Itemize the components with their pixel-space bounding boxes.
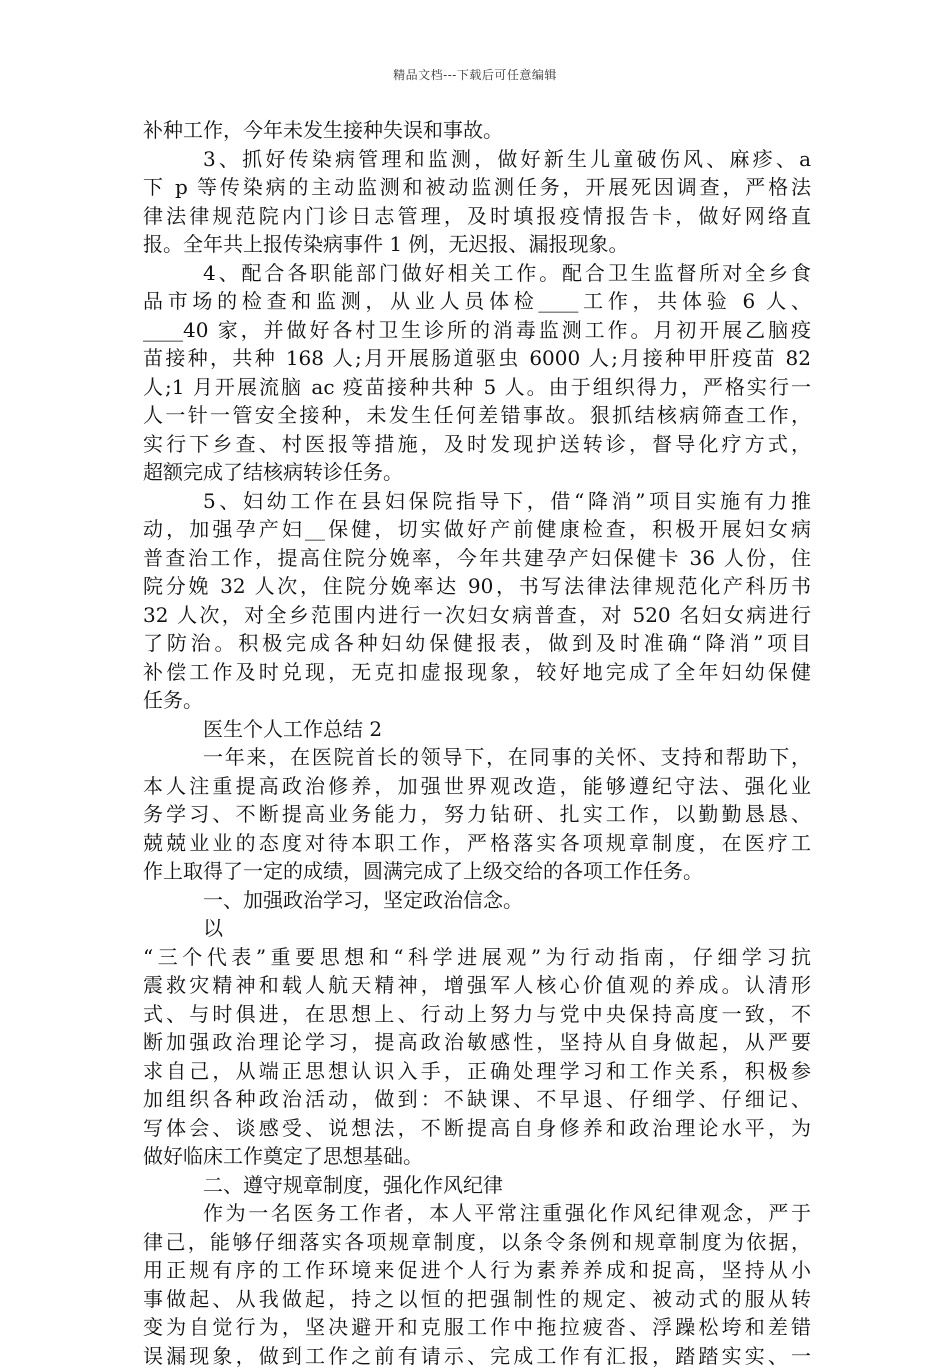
text-line: 以 [143,914,811,943]
text-line: 律法律规范院内门诊日志管理，及时填报疫情报告卡，做好网络直 [143,202,811,231]
text-line: 做好临床工作奠定了思想基础。 [143,1142,811,1171]
text-line: 本人注重提高政治修养，加强世界观改造，能够遵纪守法、强化业 [143,772,811,801]
text-line: 报。全年共上报传染病事件 1 例，无迟报、漏报现象。 [143,230,811,259]
text-line: 5、妇幼工作在县妇保院指导下，借“降消”项目实施有力推 [143,487,811,516]
text-line: 苗接种，共种 168 人;月开展肠道驱虫 6000 人;月接种甲肝疫苗 82 [143,344,811,373]
text-line: 变为自觉行为，坚决避开和克服工作中拖拉疲沓、浮躁松垮和差错 [143,1313,811,1342]
text-line: 断加强政治理论学习，提高政治敏感性，坚持从自身做起，从严要 [143,1028,811,1057]
text-line: 补种工作，今年未发生接种失误和事故。 [143,116,811,145]
text-line: 超额完成了结核病转诊任务。 [143,458,811,487]
text-line: 务学习、不断提高业务能力，努力钻研、扎实工作，以勤勤恳恳、 [143,800,811,829]
text-line: 写体会、谈感受、说想法，不断提高自身修养和政治理论水平，为 [143,1114,811,1143]
text-line: 震救灾精神和载人航天精神，增强军人核心价值观的养成。认清形 [143,971,811,1000]
text-line: 普查治工作，提高住院分娩率，今年共建孕产妇保健卡 36 人份，住 [143,544,811,573]
text-line: 了防治。积极完成各种妇幼保健报表，做到及时准确“降消”项目 [143,629,811,658]
text-line: 式、与时俱进，在思想上、行动上努力与党中央保持高度一致，不 [143,1000,811,1029]
text-line: 院分娩 32 人次，住院分娩率达 90，书写法律法律规范化产科历书 [143,572,811,601]
text-line: 作上取得了一定的成绩，圆满完成了上级交给的各项工作任务。 [143,857,811,886]
text-line: 动，加强孕产妇__保健，切实做好产前健康检查，积极开展妇女病 [143,515,811,544]
page-header: 精品文档---下载后可任意编辑 [0,66,950,83]
text-line: 兢兢业业的态度对待本职工作，严格落实各项规章制度，在医疗工 [143,829,811,858]
text-line: 4、配合各职能部门做好相关工作。配合卫生监督所对全乡食 [143,259,811,288]
document-body [143,116,811,1370]
text-line: 人;1 月开展流脑 ac 疫苗接种共种 5 人。由于组织得力，严格实行一 [143,373,811,402]
text-line: 作为一名医务工作者，本人平常注重强化作风纪律观念，严于 [143,1199,811,1228]
text-line: 人一针一管安全接种，未发生任何差错事故。狠抓结核病筛查工作， [143,401,811,430]
text-line: 加组织各种政治活动，做到：不缺课、不早退、仔细学、仔细记、 [143,1085,811,1114]
text-line: 32 人次，对全乡范围内进行一次妇女病普查，对 520 名妇女病进行 [143,601,811,630]
text-line: 一、加强政治学习，坚定政治信念。 [143,886,811,915]
text-line: 医生个人工作总结 2 [143,715,811,744]
text-line: ____40 家，并做好各村卫生诊所的消毒监测工作。月初开展乙脑疫 [143,316,811,345]
text-line: 误漏现象，做到工作之前有请示、完成工作有汇报，踏踏实实、一 [143,1342,811,1370]
text-line: 二、遵守规章制度，强化作风纪律 [143,1171,811,1200]
text-line: 3、抓好传染病管理和监测，做好新生儿童破伤风、麻疹、a [143,145,811,174]
text-line: 一年来，在医院首长的领导下，在同事的关怀、支持和帮助下， [143,743,811,772]
text-line: 补偿工作及时兑现，无克扣虚报现象，较好地完成了全年妇幼保健 [143,658,811,687]
text-line: 用正规有序的工作环境来促进个人行为素养养成和捉高，坚持从小 [143,1256,811,1285]
text-line: 事做起、从我做起，持之以恒的把强制性的规定、被动式的服从转 [143,1285,811,1314]
text-line: 求自己，从端正思想认识入手，正确处理学习和工作关系，积极参 [143,1057,811,1086]
text-line: “三个代表”重要思想和“科学进展观”为行动指南，仔细学习抗 [143,943,811,972]
text-line: 品市场的检查和监测，从业人员体检____工作，共体验 6 人、 [143,287,811,316]
text-line: 律己，能够仔细落实各项规章制度，以条令条例和规章制度为依据， [143,1228,811,1257]
text-line: 任务。 [143,686,811,715]
text-line: 下 p 等传染病的主动监测和被动监测任务，开展死因调查，严格法 [143,173,811,202]
text-line: 实行下乡查、村医报等措施，及时发现护送转诊，督导化疗方式， [143,430,811,459]
